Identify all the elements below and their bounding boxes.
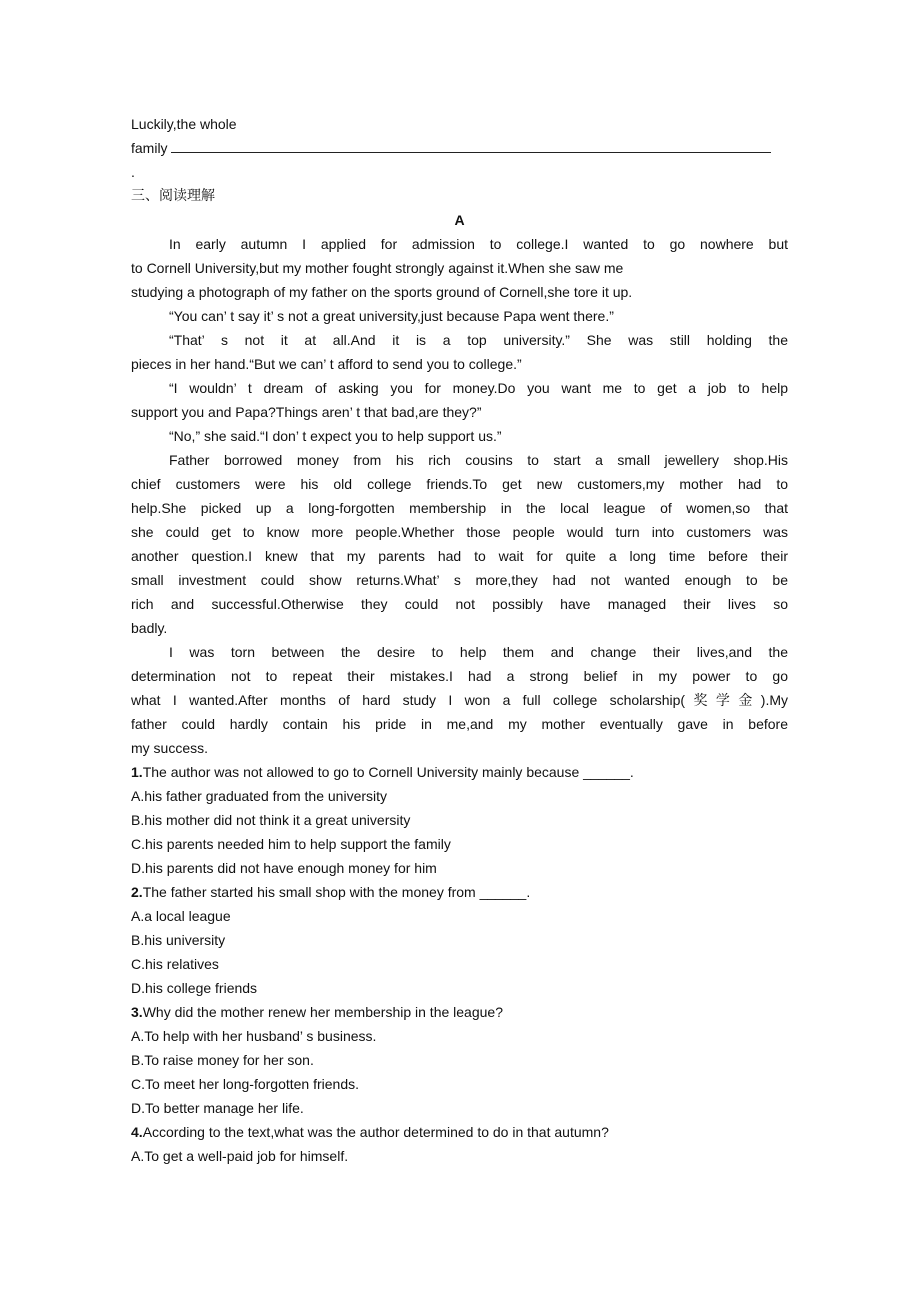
passage-line: badly.	[131, 620, 168, 636]
question-text: Why did the mother renew her membership in the league?	[142, 1004, 503, 1020]
fill-in-line-1: Luckily,the whole	[131, 116, 237, 132]
answer-option[interactable]: C.his parents needed him to help support the family	[131, 836, 451, 852]
passage-body	[131, 232, 788, 760]
fill-in-line-3: .	[131, 164, 135, 180]
passage-line: help.She picked up a long-forgotten membership in the local league of women,so that	[131, 500, 788, 516]
answer-option[interactable]: D.his college friends	[131, 980, 258, 996]
passage-line: pieces in her hand.“But we can’ t afford to send you to college.”	[131, 356, 522, 372]
question-number: 1.	[131, 764, 143, 780]
passage-line: my success.	[131, 740, 209, 756]
question-stem	[131, 1120, 788, 1144]
question-number: 2.	[131, 884, 143, 900]
passage-line: to Cornell University,but my mother fought strongly against it.When she saw me	[131, 260, 624, 276]
answer-option[interactable]: B.his mother did not think it a great university	[131, 812, 411, 828]
passage-line: father could hardly contain his pride in me,and my mother eventually gave in before	[131, 716, 788, 732]
passage-line: what I wanted.After months of hard study I won a full college scholarship(奖学金).My	[131, 692, 788, 708]
answer-option[interactable]: A.To get a well-paid job for himself.	[131, 1148, 349, 1164]
answer-option[interactable]: C.his relatives	[131, 956, 219, 972]
answer-option[interactable]: D.his parents did not have enough money for him	[131, 860, 437, 876]
fill-in-line-2	[131, 136, 788, 160]
document-page	[131, 112, 788, 1168]
passage-line: another question.I knew that my parents had to wait for quite a long time before their	[131, 548, 788, 564]
answer-option[interactable]: A.a local league	[131, 908, 231, 924]
question-text: The father started his small shop with the money from ______.	[142, 884, 531, 900]
passage-line: I was torn between the desire to help them and change their lives,and the	[169, 644, 788, 660]
passage-line: “No,” she said.“I don’ t expect you to help support us.”	[169, 428, 502, 444]
question-text: According to the text,what was the author determined to do in that autumn?	[142, 1124, 609, 1140]
question-text: The author was not allowed to go to Cornell University mainly because ______.	[142, 764, 634, 780]
questions	[131, 760, 788, 1168]
passage-line: support you and Papa?Things aren’ t that bad,are they?”	[131, 404, 482, 420]
fill-in-prefix: family	[131, 140, 168, 156]
passage-line: studying a photograph of my father on the sports ground of Cornell,she tore it up.	[131, 284, 633, 300]
passage-title: A	[454, 212, 465, 228]
question-stem	[131, 760, 788, 784]
passage-line: small investment could show returns.What’ s more,they had not wanted enough to be	[131, 572, 788, 588]
question-number: 3.	[131, 1004, 143, 1020]
question-stem	[131, 880, 788, 904]
passage-line: chief customers were his old college friends.To get new customers,my mother had to	[131, 476, 788, 492]
answer-option[interactable]: B.To raise money for her son.	[131, 1052, 314, 1068]
passage-line: she could get to know more people.Whether those people would turn into customers was	[131, 524, 788, 540]
section-heading: 三、阅读理解	[131, 188, 215, 204]
passage-line: Father borrowed money from his rich cousins to start a small jewellery shop.His	[169, 452, 788, 468]
answer-blank[interactable]	[171, 137, 771, 153]
passage-line: “I wouldn’ t dream of asking you for money.Do you want me to get a job to help	[169, 380, 788, 396]
passage-line: rich and successful.Otherwise they could not possibly have managed their lives so	[131, 596, 788, 612]
answer-option[interactable]: A.To help with her husband’ s business.	[131, 1028, 377, 1044]
passage-line: determination not to repeat their mistakes.I had a strong belief in my power to go	[131, 668, 788, 684]
question-stem	[131, 1000, 788, 1024]
answer-option[interactable]: D.To better manage her life.	[131, 1100, 304, 1116]
answer-option[interactable]: A.his father graduated from the university	[131, 788, 388, 804]
passage-line: “That’ s not it at all.And it is a top university.” She was still holding the	[169, 332, 788, 348]
question-number: 4.	[131, 1124, 143, 1140]
passage-line: In early autumn I applied for admission to college.I wanted to go nowhere but	[169, 236, 788, 252]
passage-line: “You can’ t say it’ s not a great university,just because Papa went there.”	[169, 308, 614, 324]
answer-option[interactable]: C.To meet her long-forgotten friends.	[131, 1076, 360, 1092]
answer-option[interactable]: B.his university	[131, 932, 226, 948]
